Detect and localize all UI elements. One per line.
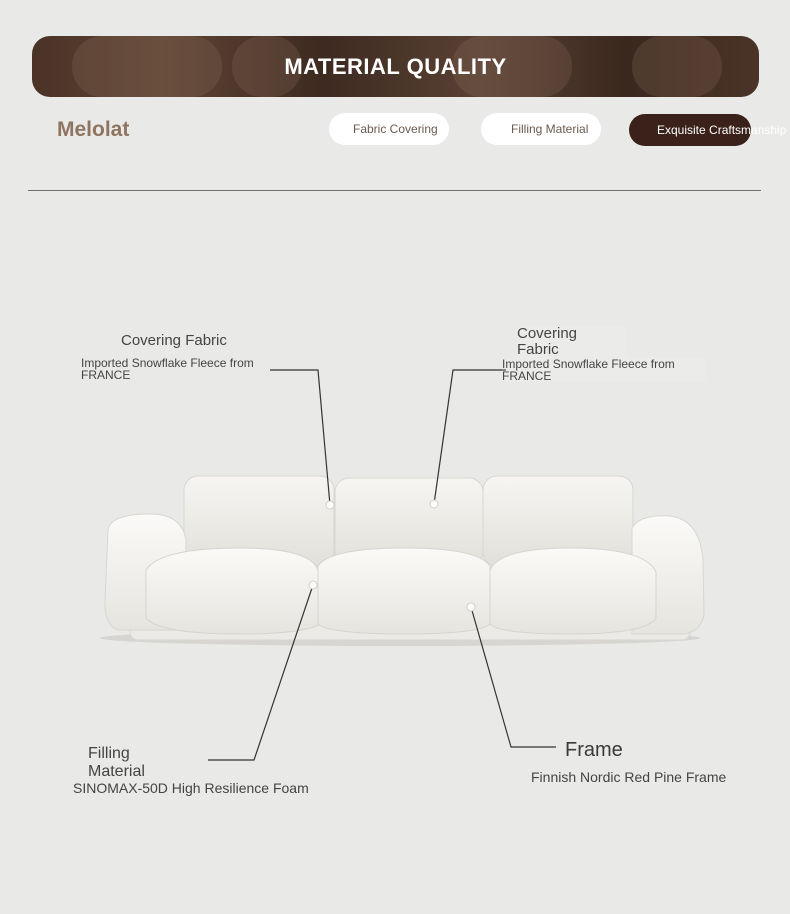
marker-dot — [326, 501, 334, 509]
seat-cushion-left — [146, 548, 318, 634]
callout-filling-title — [88, 745, 145, 781]
callout-filling-title-line2: Material — [88, 763, 145, 780]
callout-frame-desc: Finnish Nordic Red Pine Frame — [531, 769, 727, 785]
marker-dot — [309, 581, 317, 589]
callout-covering-right-title-line2: Fabric — [517, 341, 559, 358]
callout-covering-right-title — [517, 326, 627, 358]
callout-filling-title-line1: Filling — [88, 745, 130, 762]
callout-covering-right-title-line1: Covering — [517, 325, 578, 342]
callout-filling-desc: SINOMAX-50D High Resilience Foam — [73, 780, 309, 796]
tab-fabric-covering[interactable]: Fabric Covering — [329, 113, 449, 145]
banner-title: MATERIAL QUALITY — [284, 54, 507, 79]
callout-covering-left-desc: Imported Snowflake Fleece from FRANCE — [81, 356, 254, 382]
tab-filling-material[interactable]: Filling Material — [481, 113, 601, 145]
seat-cushion-right — [490, 548, 656, 634]
brand-logo[interactable]: Melolat — [57, 118, 130, 141]
callout-covering-right-desc: Imported Snowflake Fleece from FRANCE — [502, 358, 705, 382]
seat-cushion-middle — [318, 548, 490, 634]
marker-dot — [430, 500, 438, 508]
tab-exquisite-craftsmanship[interactable]: Exquisite Craftsmanship — [629, 114, 751, 146]
callout-frame-title: Frame — [565, 739, 623, 761]
callout-covering-left-title: Covering Fabric — [121, 332, 227, 349]
marker-dot — [467, 603, 475, 611]
